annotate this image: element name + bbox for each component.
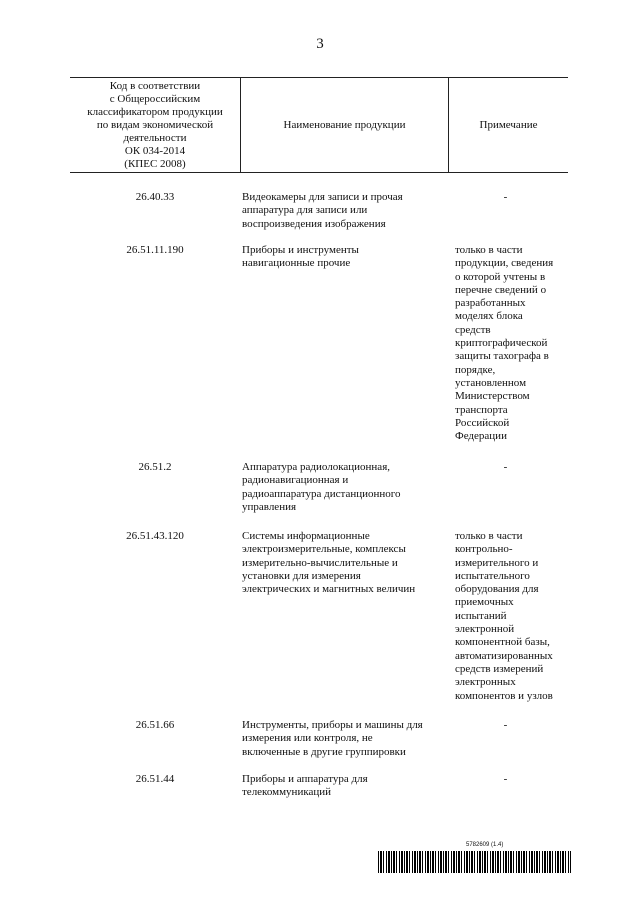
header-code-line: (КПЕС 2008) bbox=[124, 157, 186, 170]
row-name-line: управления bbox=[242, 500, 297, 513]
row-note-line: разработанных bbox=[455, 297, 526, 310]
header-code-line: классификатором продукции bbox=[87, 105, 223, 118]
row-name-line: Системы информационные bbox=[242, 530, 370, 542]
row-note: - bbox=[503, 461, 508, 473]
header-code-line: Код в соответствии bbox=[109, 79, 201, 92]
row-note-line: контрольно- bbox=[455, 543, 513, 556]
row-name bbox=[242, 530, 427, 596]
row-name-line: измерения или контроля, не bbox=[242, 732, 373, 745]
row-note-line: защиты тахографа в bbox=[455, 350, 549, 363]
row-note-line: установленном bbox=[455, 376, 527, 389]
row-name-line: установки для измерения bbox=[242, 569, 361, 582]
row-name-line: воспроизведения изображения bbox=[242, 217, 386, 230]
row-code: 26.51.66 bbox=[135, 719, 175, 731]
row-note-line: порядке, bbox=[455, 363, 496, 376]
header-code-line: деятельности bbox=[123, 131, 187, 144]
row-note-line: Министерством bbox=[455, 390, 530, 403]
row-name-line: Инструменты, приборы и машины для bbox=[242, 719, 423, 731]
row-name-line: электрических и магнитных величин bbox=[242, 583, 416, 596]
header-code-line: по видам экономической bbox=[96, 118, 214, 131]
row-code: 26.40.33 bbox=[135, 191, 175, 203]
row-note-line: транспорта bbox=[455, 403, 508, 416]
row-code: 26.51.2 bbox=[138, 461, 172, 473]
row-note-line: только в части bbox=[455, 244, 523, 256]
row-name-line: включенные в другие группировки bbox=[242, 745, 406, 758]
row-code: 26.51.44 bbox=[135, 773, 175, 785]
row-note-line: электронной bbox=[455, 623, 515, 636]
header-name: Наименование продукции bbox=[283, 118, 406, 131]
row-name-line: телекоммуникаций bbox=[242, 786, 332, 799]
row-name bbox=[242, 461, 427, 514]
row-note: - bbox=[503, 719, 508, 731]
row-note-line: Российской bbox=[455, 416, 510, 429]
row-name bbox=[242, 244, 427, 271]
row-note-line: перечне сведений о bbox=[455, 283, 547, 296]
row-note-line: автоматизированных bbox=[455, 649, 553, 662]
page-number: 3 bbox=[316, 36, 324, 52]
header-note: Примечание bbox=[479, 118, 538, 131]
row-code: 26.51.11.190 bbox=[126, 244, 184, 256]
row-note bbox=[455, 244, 570, 443]
row-note-line: приемочных bbox=[455, 596, 514, 609]
row-name-line: навигационные прочие bbox=[242, 257, 351, 270]
row-note-line: средств bbox=[455, 323, 491, 336]
table-header bbox=[70, 77, 568, 173]
row-note-line: измерительного и bbox=[455, 556, 539, 569]
row-name bbox=[242, 773, 427, 800]
header-code bbox=[70, 78, 240, 172]
row-note-line: электронных bbox=[455, 676, 516, 689]
row-note-line: продукции, сведения bbox=[455, 257, 554, 270]
row-name-line: измерительно-вычислительные и bbox=[242, 556, 398, 569]
row-note-line: о которой учтены в bbox=[455, 270, 546, 283]
row-note-line: Федерации bbox=[455, 430, 507, 443]
row-note-line: компонентов и узлов bbox=[455, 689, 553, 702]
header-code-line: ОК 034-2014 bbox=[124, 144, 186, 157]
row-name-line: Приборы и аппаратура для bbox=[242, 773, 368, 785]
row-note-line: компонентной базы, bbox=[455, 636, 550, 649]
row-name-line: Приборы и инструменты bbox=[242, 244, 359, 256]
row-name bbox=[242, 191, 427, 231]
row-note-line: средств измерений bbox=[455, 662, 544, 675]
row-note-line: испытаний bbox=[455, 609, 507, 622]
row-name-line: Видеокамеры для записи и прочая bbox=[242, 191, 403, 203]
row-note-line: испытательного bbox=[455, 569, 530, 582]
row-name-line: электроизмерительные, комплексы bbox=[242, 543, 406, 556]
row-note-line: криптографической bbox=[455, 337, 548, 350]
row-note-line: только в части bbox=[455, 530, 523, 542]
header-code-line: с Общероссийским bbox=[109, 92, 201, 105]
row-name-line: радионавигационная и bbox=[242, 474, 349, 487]
row-name-line: аппаратура для записи или bbox=[242, 204, 368, 217]
row-note-line: оборудования для bbox=[455, 583, 539, 596]
row-note-line: моделях блока bbox=[455, 310, 523, 323]
row-name-line: Аппаратура радиолокационная, bbox=[242, 461, 391, 473]
row-note: - bbox=[503, 191, 508, 203]
row-note bbox=[455, 530, 570, 703]
row-name bbox=[242, 719, 427, 759]
document-id: 5782609 (1.4) bbox=[466, 842, 504, 848]
row-code: 26.51.43.120 bbox=[126, 530, 184, 542]
row-note: - bbox=[503, 773, 508, 785]
row-name-line: радиоаппаратура дистанционного bbox=[242, 487, 401, 500]
barcode bbox=[378, 851, 571, 873]
